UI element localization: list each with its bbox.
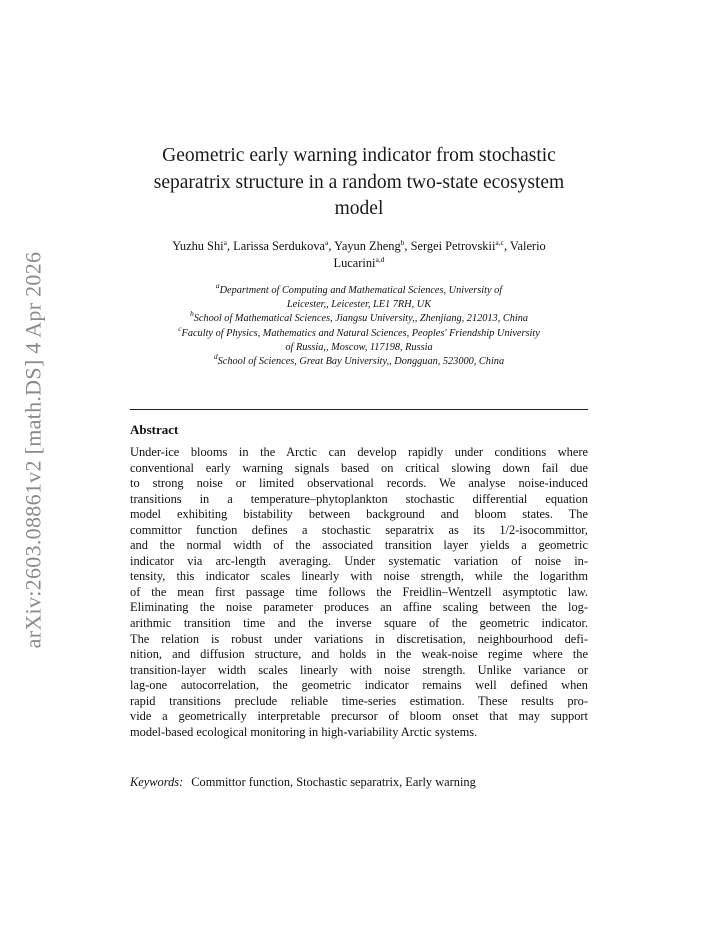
affiliation-line <box>120 323 598 341</box>
abstract-line: Eliminating the noise parameter produces an affine scaling between the log- <box>130 600 588 615</box>
abstract-line: indicator via arc-length averaging. Under systematic variation of noise in- <box>130 553 588 568</box>
affiliation-line <box>120 309 598 326</box>
author-line-2 <box>130 255 588 272</box>
keywords-label: Keywords: <box>130 775 184 789</box>
author-affiliation-mark: b <box>400 238 405 247</box>
author-list <box>130 238 588 272</box>
affiliation-line <box>120 281 598 298</box>
abstract-line: conventional early warning signals based on critical slowing down fail due <box>130 460 588 475</box>
affiliation-list <box>120 281 598 369</box>
abstract-line: rapid transitions preclude reliable time-series estimation. These results pro- <box>130 693 588 708</box>
abstract-line: tensity, this indicator scales linearly with noise strength, while the logarithm <box>130 569 588 584</box>
author-affiliation-mark: a <box>325 238 329 247</box>
author-name: Lucarini <box>333 256 376 270</box>
abstract-body <box>130 445 588 740</box>
affiliation-mark: a <box>215 281 220 290</box>
abstract-line: nition, and diffusion structure, and holds in the weak-noise regime where the <box>130 647 588 662</box>
abstract-line: vide a geometrically interpretable precursor of bloom onset that may support <box>130 709 588 724</box>
abstract-line: model-based ecological monitoring in high-variability Arctic systems. <box>130 724 478 739</box>
affiliation-text: Department of Computing and Mathematical Sciences, University of <box>219 285 503 296</box>
affiliation-line: of Russia,, Moscow, 117198, Russia <box>285 341 433 353</box>
abstract-line: to strong noise or limited observational records. We analyse noise-induced <box>130 476 588 491</box>
affiliation-mark: b <box>189 309 194 319</box>
author-name: Yayun Zheng <box>334 239 401 253</box>
author-name: Yuzhu Shi <box>172 239 224 253</box>
abstract-line: model exhibiting bistability between background and bloom states. The <box>130 507 588 522</box>
section-divider <box>130 409 588 410</box>
abstract-line: lag-one autocorrelation, the geometric indicator remains well defined when <box>130 678 588 693</box>
abstract-line: of the mean first passage time follows the Freidlin–Wentzell asymptotic law. <box>130 584 588 599</box>
affiliation-text: School of Mathematical Sciences, Jiangsu University,, Zhenjiang, 212013, China <box>193 313 529 325</box>
author-name: Larissa Serdukova <box>233 239 326 253</box>
author-name: Valerio <box>509 239 546 253</box>
abstract-line: The relation is robust under variations in discretisation, neighbourhood defi- <box>130 631 588 646</box>
affiliation-mark: c <box>178 323 182 333</box>
affiliation-line: Leicester,, Leicester, LE1 7RH, UK <box>286 299 432 311</box>
abstract-line: and the normal width of the associated transition layer yields a geometric <box>130 538 588 553</box>
abstract-heading: Abstract <box>130 422 179 437</box>
abstract-line: transition-layer width scales linearly with noise strength. Unlike variance or <box>130 662 588 677</box>
affiliation-text: School of Sciences, Great Bay University,, Dongguan, 523000, China <box>217 356 505 368</box>
keywords-text: Committor function, Stochastic separatrix, Early warning <box>191 775 476 789</box>
title-line: separatrix structure in a random two-state ecosystem <box>153 171 565 193</box>
abstract-line: transitions in a temperature–phytoplankton stochastic differential equation <box>130 491 588 506</box>
paper-title <box>130 143 588 223</box>
arxiv-identifier-stamp <box>16 250 50 650</box>
arxiv-identifier-text: arXiv:2603.08861v2 [math.DS] 4 Apr 2026 <box>20 251 46 649</box>
abstract-line: committor function defines a stochastic separatrix as its 1/2-isocommittor, <box>130 522 588 537</box>
author-affiliation-mark: a,d <box>375 255 385 264</box>
author-name: Sergei Petrovskii <box>410 239 496 253</box>
keywords <box>130 775 588 790</box>
abstract-line: Under-ice blooms in the Arctic can develop rapidly under conditions where <box>130 445 588 459</box>
author-affiliation-mark: a <box>223 238 227 247</box>
author-line-1: Yuzhu Shi$^a$, Larissa Serdukova$^a$, Yayun Zheng$^b$, Sergei Petrovskii$^{a,c}$, Valerio <box>172 238 546 253</box>
affiliation-mark: d <box>213 352 218 362</box>
affiliation-line <box>120 352 598 369</box>
abstract-line: arithmic transition time and the inverse square of the geometric indicator. <box>130 616 588 631</box>
author-affiliation-mark: a,c <box>495 238 504 247</box>
title-line: Geometric early warning indicator from stochastic <box>162 145 556 166</box>
title-line: model <box>334 198 384 219</box>
affiliation-text: Faculty of Physics, Mathematics and Natural Sciences, Peoples' Friendship University <box>181 327 540 339</box>
